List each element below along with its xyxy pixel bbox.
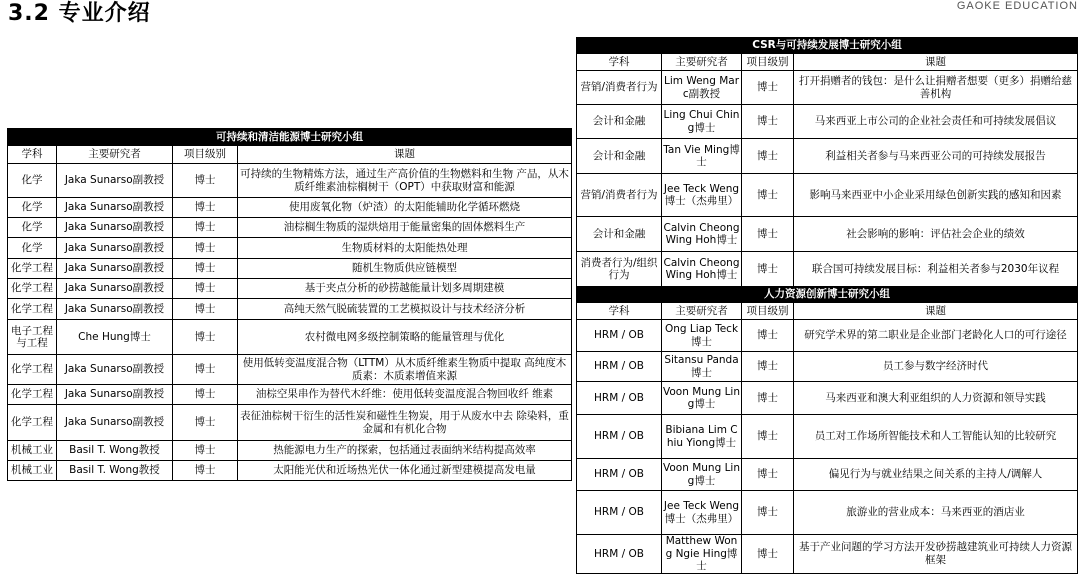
researcher-cell: Che Hung博士 xyxy=(57,320,173,355)
topic-cell: 旅游业的营业成本：马来西亚的酒店业 xyxy=(794,491,1078,535)
topic-cell: 高纯天然气脱硫装置的工艺模拟设计与技术经济分析 xyxy=(238,299,572,320)
level-cell: 博士 xyxy=(742,320,794,352)
column-header-level: 项目级别 xyxy=(742,54,794,71)
level-cell: 博士 xyxy=(173,198,238,218)
subject-cell: 化学工程 xyxy=(8,405,57,441)
level-cell: 博士 xyxy=(742,174,794,217)
table-row xyxy=(8,320,572,355)
section-title: 可持续和清洁能源博士研究小组 xyxy=(8,129,572,146)
subject-cell: 化学工程 xyxy=(8,299,57,320)
subject-cell: 化学 xyxy=(8,218,57,238)
subject-cell: 化学 xyxy=(8,164,57,198)
subject-cell: 化学 xyxy=(8,238,57,259)
column-header-researcher: 主要研究者 xyxy=(662,54,742,71)
level-cell: 博士 xyxy=(173,461,238,481)
researcher-cell: Basil T. Wong教授 xyxy=(57,441,173,461)
topic-cell: 可持续的生物精炼方法，通过生产高价值的生物燃料和生物 产品，从木质纤维素油棕榈树干（OPT）中获取财富和能源 xyxy=(238,164,572,198)
topic-cell: 使用低转变温度混合物（LTTM）从木质纤维素生物质中提取 高纯度木质素：木质素增值来源 xyxy=(238,355,572,385)
table-row xyxy=(8,259,572,279)
level-cell: 博士 xyxy=(742,139,794,174)
researcher-cell: Calvin Cheong Wing Hoh博士 xyxy=(662,252,742,287)
header-row xyxy=(577,54,1078,71)
column-header-subject: 学科 xyxy=(577,303,662,320)
subject-cell: 消费者行为/组织行为 xyxy=(577,252,662,287)
subject-cell: 化学工程 xyxy=(8,385,57,405)
table-row xyxy=(577,139,1078,174)
level-cell: 博士 xyxy=(173,279,238,299)
table-row xyxy=(8,441,572,461)
researcher-cell: Jaka Sunarso副教授 xyxy=(57,259,173,279)
csr-hr-research-table xyxy=(576,37,1078,574)
subject-cell: HRM / OB xyxy=(577,459,662,491)
table-row xyxy=(577,352,1078,382)
topic-cell: 联合国可持续发展目标：利益相关者参与2030年议程 xyxy=(794,252,1078,287)
column-header-level: 项目级别 xyxy=(742,303,794,320)
table-row xyxy=(8,461,572,481)
table-row xyxy=(577,71,1078,105)
level-cell: 博士 xyxy=(173,238,238,259)
topic-cell: 基于夹点分析的砂捞越能量计划多周期建模 xyxy=(238,279,572,299)
researcher-cell: Jaka Sunarso副教授 xyxy=(57,279,173,299)
subject-cell: 机械工业 xyxy=(8,461,57,481)
table-row xyxy=(8,385,572,405)
researcher-cell: Jee Teck Weng博士（杰弗里） xyxy=(662,491,742,535)
subject-cell: HRM / OB xyxy=(577,320,662,352)
subject-cell: HRM / OB xyxy=(577,491,662,535)
table-row xyxy=(8,279,572,299)
topic-cell: 表征油棕树干衍生的活性炭和磁性生物炭，用于从废水中去 除染料，重金属和有机化合物 xyxy=(238,405,572,441)
researcher-cell: Jee Teck Weng博士（杰弗里） xyxy=(662,174,742,217)
subject-cell: 机械工业 xyxy=(8,441,57,461)
level-cell: 博士 xyxy=(742,71,794,105)
level-cell: 博士 xyxy=(173,164,238,198)
topic-cell: 打开捐赠者的钱包：是什么让捐赠者想要（更多）捐赠给慈善机构 xyxy=(794,71,1078,105)
level-cell: 博士 xyxy=(742,352,794,382)
researcher-cell: Jaka Sunarso副教授 xyxy=(57,355,173,385)
table-row xyxy=(8,238,572,259)
topic-cell: 基于产业问题的学习方法开发砂捞越建筑业可持续人力资源框架 xyxy=(794,535,1078,574)
researcher-cell: Tan Vie Ming博士 xyxy=(662,139,742,174)
table-row xyxy=(577,320,1078,352)
researcher-cell: Ling Chui Ching博士 xyxy=(662,105,742,139)
researcher-cell: Jaka Sunarso副教授 xyxy=(57,164,173,198)
researcher-cell: Jaka Sunarso副教授 xyxy=(57,405,173,441)
energy-research-table xyxy=(7,128,572,481)
subject-cell: 化学工程 xyxy=(8,259,57,279)
table-row xyxy=(8,218,572,238)
table-row xyxy=(8,355,572,385)
topic-cell: 农村微电网多级控制策略的能量管理与优化 xyxy=(238,320,572,355)
header-row xyxy=(577,303,1078,320)
subject-cell: 会计和金融 xyxy=(577,139,662,174)
topic-cell: 偏见行为与就业结果之间关系的主持人/调解人 xyxy=(794,459,1078,491)
researcher-cell: Sitansu Panda博士 xyxy=(662,352,742,382)
header-row xyxy=(8,146,572,164)
researcher-cell: Jaka Sunarso副教授 xyxy=(57,299,173,320)
table-row xyxy=(577,174,1078,217)
researcher-cell: Jaka Sunarso副教授 xyxy=(57,238,173,259)
researcher-cell: Jaka Sunarso副教授 xyxy=(57,385,173,405)
topic-cell: 油棕榈生物质的湿烘焙用于能量密集的固体燃料生产 xyxy=(238,218,572,238)
table-row xyxy=(577,105,1078,139)
section-energy xyxy=(8,129,572,146)
researcher-cell: Bibiana Lim Chiu Yiong博士 xyxy=(662,415,742,459)
subject-cell: 化学工程 xyxy=(8,355,57,385)
column-header-subject: 学科 xyxy=(8,146,57,164)
level-cell: 博士 xyxy=(173,320,238,355)
table-row xyxy=(577,217,1078,252)
researcher-cell: Calvin Cheong Wing Hoh博士 xyxy=(662,217,742,252)
researcher-cell: Ong Liap Teck博士 xyxy=(662,320,742,352)
level-cell: 博士 xyxy=(742,105,794,139)
subject-cell: 营销/消费者行为 xyxy=(577,174,662,217)
topic-cell: 研究学术界的第二职业是企业部门老龄化人口的可行途径 xyxy=(794,320,1078,352)
researcher-cell: Matthew Wong Ngie Hing博士 xyxy=(662,535,742,574)
level-cell: 博士 xyxy=(173,259,238,279)
column-header-subject: 学科 xyxy=(577,54,662,71)
topic-cell: 马来西亚上市公司的企业社会责任和可持续发展倡议 xyxy=(794,105,1078,139)
researcher-cell: Jaka Sunarso副教授 xyxy=(57,198,173,218)
section-csr xyxy=(577,38,1078,54)
topic-cell: 太阳能光伏和近场热光伏一体化通过新型建模提高发电量 xyxy=(238,461,572,481)
topic-cell: 油棕空果串作为替代木纤维：使用低转变温度混合物回收纤 维素 xyxy=(238,385,572,405)
topic-cell: 影响马来西亚中小企业采用绿色创新实践的感知和因素 xyxy=(794,174,1078,217)
column-header-topic: 课题 xyxy=(238,146,572,164)
subject-cell: 会计和金融 xyxy=(577,217,662,252)
subject-cell: 化学 xyxy=(8,198,57,218)
topic-cell: 马来西亚和澳大利亚组织的人力资源和领导实践 xyxy=(794,382,1078,415)
subject-cell: 化学工程 xyxy=(8,279,57,299)
level-cell: 博士 xyxy=(173,218,238,238)
level-cell: 博士 xyxy=(742,415,794,459)
level-cell: 博士 xyxy=(742,491,794,535)
level-cell: 博士 xyxy=(173,355,238,385)
column-header-researcher: 主要研究者 xyxy=(57,146,173,164)
table-row xyxy=(577,491,1078,535)
section-hr xyxy=(577,287,1078,303)
level-cell: 博士 xyxy=(742,459,794,491)
table-row xyxy=(577,252,1078,287)
level-cell: 博士 xyxy=(173,385,238,405)
topic-cell: 员工参与数字经济时代 xyxy=(794,352,1078,382)
level-cell: 博士 xyxy=(173,405,238,441)
table-row xyxy=(8,164,572,198)
level-cell: 博士 xyxy=(173,299,238,320)
subject-cell: HRM / OB xyxy=(577,415,662,459)
column-header-topic: 课题 xyxy=(794,303,1078,320)
page-title: 3.2 专业介绍 xyxy=(8,1,151,26)
table-row xyxy=(8,405,572,441)
level-cell: 博士 xyxy=(742,535,794,574)
topic-cell: 热能源电力生产的探索，包括通过表面纳米结构提高效率 xyxy=(238,441,572,461)
section-title: 人力资源创新博士研究小组 xyxy=(577,287,1078,303)
researcher-cell: Voon Mung Ling博士 xyxy=(662,459,742,491)
subject-cell: 电子工程与工程 xyxy=(8,320,57,355)
researcher-cell: Basil T. Wong教授 xyxy=(57,461,173,481)
topic-cell: 随机生物质供应链模型 xyxy=(238,259,572,279)
level-cell: 博士 xyxy=(742,217,794,252)
researcher-cell: Jaka Sunarso副教授 xyxy=(57,218,173,238)
topic-cell: 利益相关者参与马来西亚公司的可持续发展报告 xyxy=(794,139,1078,174)
table-row xyxy=(577,535,1078,574)
level-cell: 博士 xyxy=(742,382,794,415)
column-header-level: 项目级别 xyxy=(173,146,238,164)
topic-cell: 生物质材料的太阳能热处理 xyxy=(238,238,572,259)
table-row xyxy=(577,382,1078,415)
level-cell: 博士 xyxy=(742,252,794,287)
subject-cell: 营销/消费者行为 xyxy=(577,71,662,105)
brand-logo-text: GAOKE EDUCATION xyxy=(956,0,1078,12)
table-row xyxy=(8,299,572,320)
table-row xyxy=(577,415,1078,459)
column-header-researcher: 主要研究者 xyxy=(662,303,742,320)
subject-cell: HRM / OB xyxy=(577,535,662,574)
topic-cell: 社会影响的影响：评估社会企业的绩效 xyxy=(794,217,1078,252)
table-row xyxy=(8,198,572,218)
subject-cell: 会计和金融 xyxy=(577,105,662,139)
topic-cell: 员工对工作场所智能技术和人工智能认知的比较研究 xyxy=(794,415,1078,459)
table-row xyxy=(577,459,1078,491)
section-title: CSR与可持续发展博士研究小组 xyxy=(577,38,1078,54)
researcher-cell: Lim Weng Marc副教授 xyxy=(662,71,742,105)
column-header-topic: 课题 xyxy=(794,54,1078,71)
subject-cell: HRM / OB xyxy=(577,382,662,415)
researcher-cell: Voon Mung Ling博士 xyxy=(662,382,742,415)
subject-cell: HRM / OB xyxy=(577,352,662,382)
topic-cell: 使用废氧化物（炉渣）的太阳能辅助化学循环燃烧 xyxy=(238,198,572,218)
level-cell: 博士 xyxy=(173,441,238,461)
